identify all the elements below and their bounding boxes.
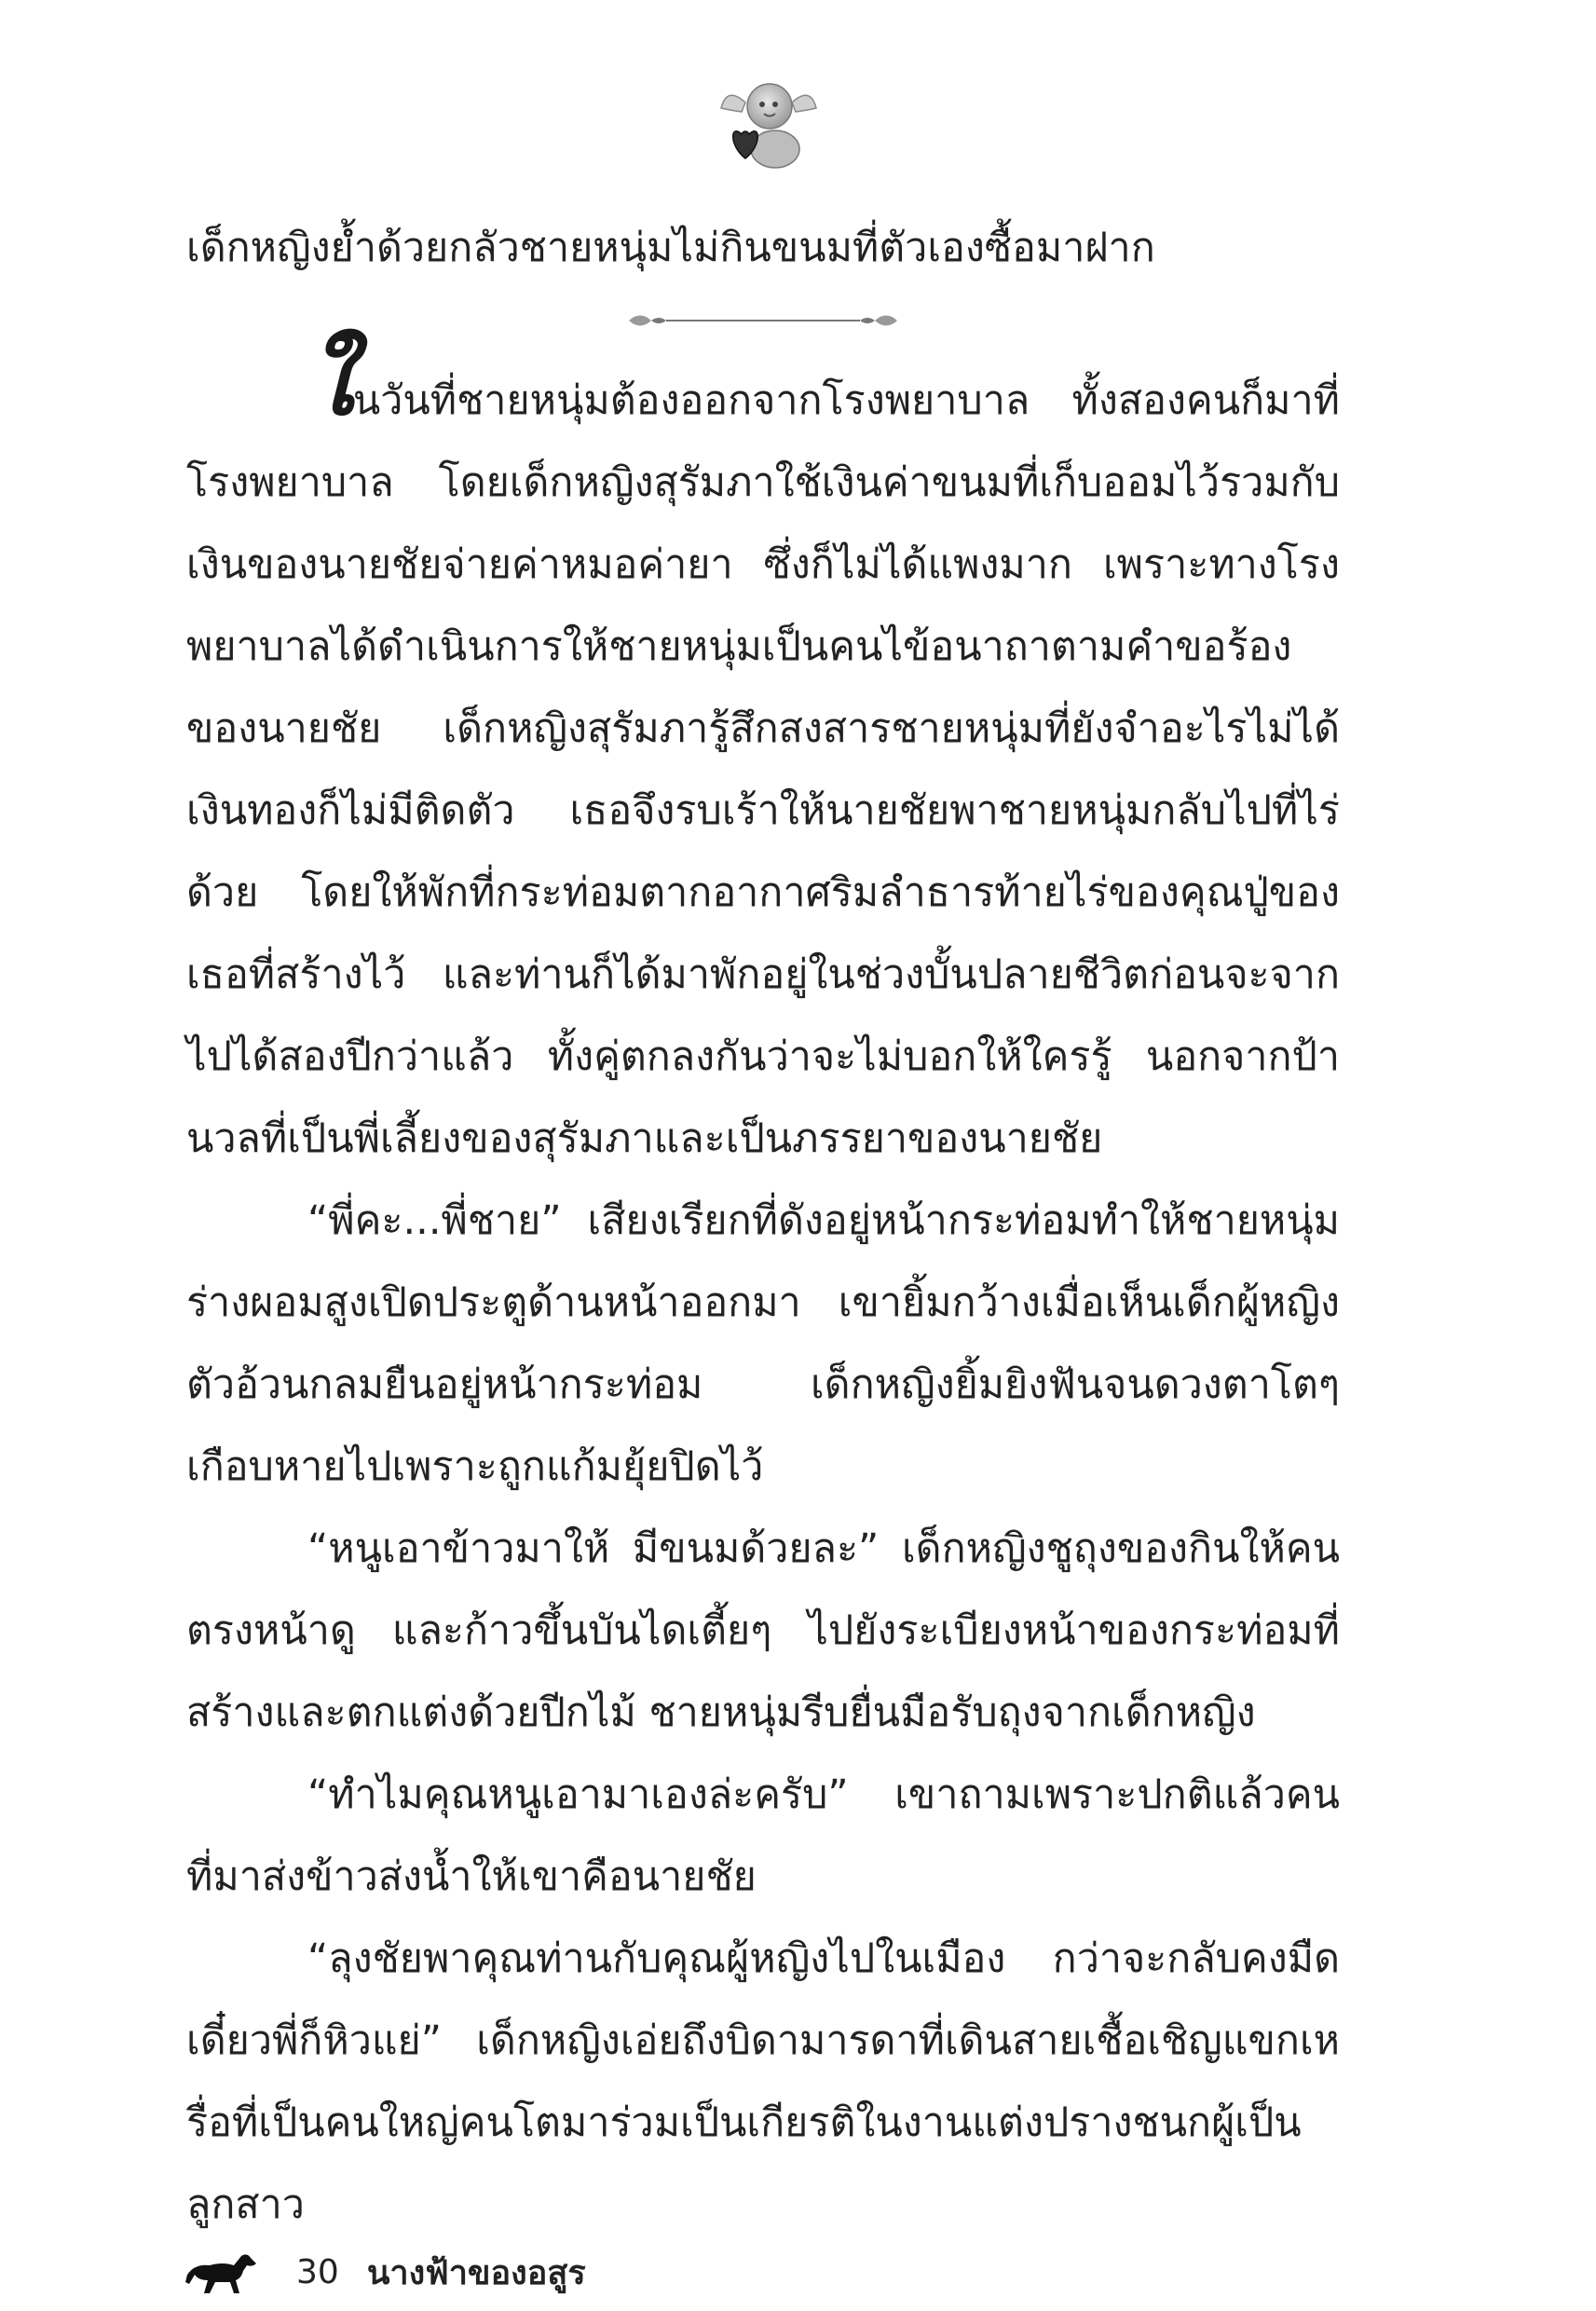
cherub-heart-icon — [717, 76, 820, 173]
paragraph-5: “ลุงชัยพาคุณท่านกับคุณผู้หญิงไปในเมือง กว่าจะกลับคงมืดเดี๋ยวพี่ก็หิวแย่” เด็กหญิงเอ่ยถึงบิดามารดาที่เดินสายเชื้อเชิญแขกเหรื่อที่เป็นคนใหญ่คนโตมาร่วมเป็นเกียรติในงานแต่งปรางชนกผู้เป็นลูกสาว — [186, 1935, 1340, 2228]
lead-line: เด็กหญิงย้ำด้วยกลัวชายหนุ่มไม่กินขนมที่ตัวเองซื้อมาฝาก — [186, 225, 1155, 271]
horse-icon — [182, 2247, 261, 2298]
ornament-divider-icon — [623, 308, 903, 333]
page-footer — [182, 2246, 586, 2298]
paragraph-4: “ทำไมคุณหนูเอามาเองล่ะครับ” เขาถามเพราะปกติแล้วคนที่มาส่งข้าวส่งน้ำให้เขาคือนายชัย — [186, 1771, 1340, 1900]
page-body — [186, 207, 1340, 2246]
paragraph-2: “พี่คะ...พี่ชาย” เสียงเรียกที่ดังอยู่หน้ากระท่อมทำให้ชายหนุ่มร่างผอมสูงเปิดประตูด้านหน้าออกมา เขายิ้มกว้างเมื่อเห็นเด็กผู้หญิงตัวอ้วนกลมยืนอยู่หน้ากระท่อม เด็กหญิงยิ้มยิงฟันจนดวงตาโตๆ เกือบหายไปเพราะถูกแก้มยุ้ยปิดไว้ — [186, 1197, 1340, 1490]
paragraph-1-text: นวันที่ชายหนุ่มต้องออกจากโรงพยาบาล ทั้งสองคนก็มาที่โรงพยาบาล โดยเด็กหญิงสุรัมภาใช้เงินค่าขนมที่เก็บออมไว้รวมกับเงินของนายชัยจ่ายค่าหมอค่ายา ซึ่งก็ไม่ได้แพงมาก เพราะทางโรงพยาบาลได้ดำเนินการให้ชายหนุ่มเป็นคนไข้อนาถาตามคำขอร้องของนายชัย เด็กหญิงสุรัมภารู้สึกสงสารชายหนุ่มที่ยังจำอะไรไม่ได้ เงินทองก็ไม่มีติดตัว เธอจึงรบเร้าให้นายชัยพาชายหนุ่มกลับไปที่ไร่ด้วย โดยให้พักที่กระท่อมตากอากาศริมลำธารท้ายไร่ของคุณปู่ของเธอที่สร้างไว้ และท่านก็ได้มาพักอยู่ในช่วงบั้นปลายชีวิตก่อนจะจากไปได้สองปีกว่าแล้ว ทั้งคู่ตกลงกันว่าจะไม่บอกให้ใครรู้ นอกจากป้านวลที่เป็นพี่เลี้ยงของสุรัมภาและเป็นภรรยาของนายชัย — [186, 377, 1340, 1162]
drop-cap: ใ — [307, 326, 353, 436]
book-title: นางฟ้าของอสูร — [366, 2253, 586, 2292]
section-divider — [186, 293, 1340, 349]
paragraph-1 — [186, 326, 1340, 1180]
paragraph-3: “หนูเอาข้าวมาให้ มีขนมด้วยละ” เด็กหญิงชูถุงของกินให้คนตรงหน้าดู และก้าวขึ้นบันไดเตี้ยๆ ไปยังระเบียงหน้าของกระท่อมที่สร้างและตกแต่งด้วยปีกไม้ ชายหนุ่มรีบยื่นมือรับถุงจากเด็กหญิง — [186, 1525, 1340, 1736]
page-number: 30 — [296, 2252, 339, 2291]
